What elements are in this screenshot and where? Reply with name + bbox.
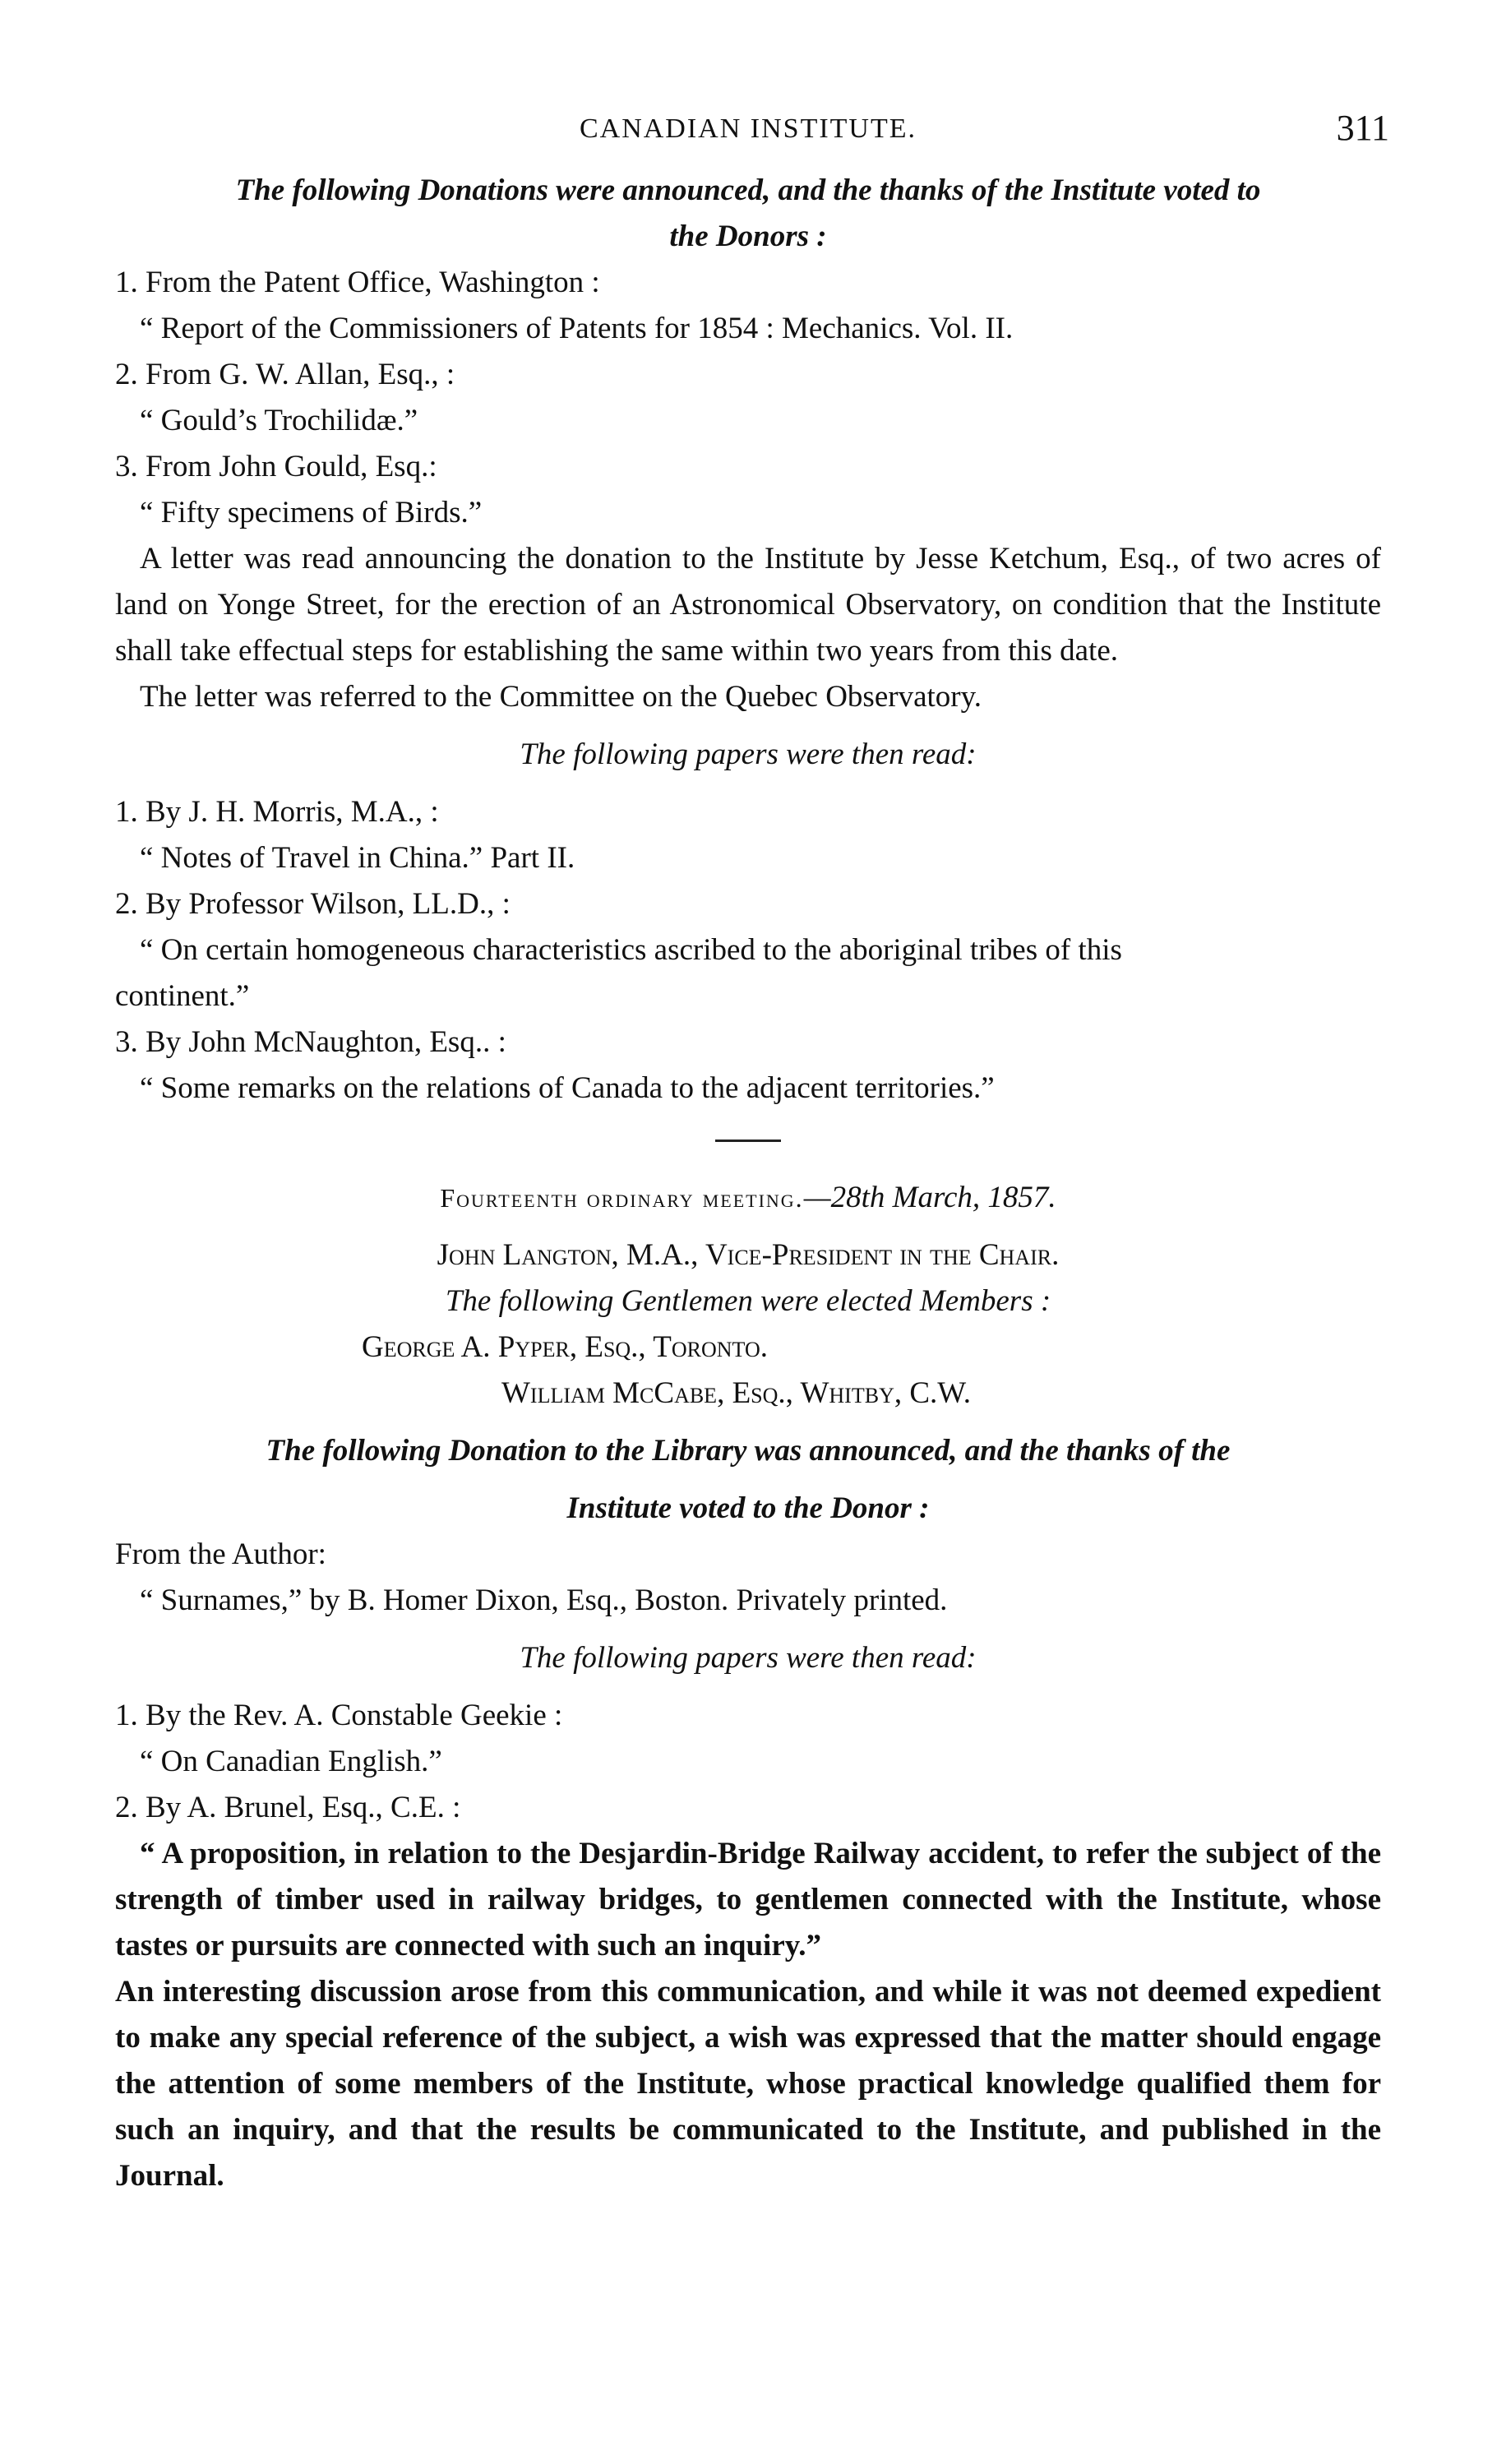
paper-2-title: “ On certain homogeneous characteristics ascribed to the aboriginal tribes of this [140,933,1122,967]
meeting-chair: John Langton, M.A., Vice-President in the Chair. [437,1238,1060,1272]
paper-3-author: 3. By John McNaughton, Esq.. : [115,1025,506,1059]
meeting-papers-heading: The following papers were then read: [520,1641,977,1675]
paper-3-title: “ Some remarks on the relations of Canada to the adjacent territories.” [140,1071,995,1105]
donation-item-1-source: 1. From the Patent Office, Washington : [115,266,600,299]
document-page [115,107,1389,2199]
library-donation-heading-line1: The following Donation to the Library was announced, and the thanks of the [266,1434,1231,1468]
paper-2-title-cont: continent.” [115,979,250,1013]
meeting-title-name: Fourteenth ordinary meeting. [440,1183,804,1213]
donation-item-3-source: 3. From John Gould, Esq.: [115,450,437,483]
page-number: 311 [1336,108,1389,148]
meeting-paper-2-author: 2. By A. Brunel, Esq., C.E. : [115,1791,461,1824]
section-divider [715,1140,781,1142]
paper-1-title: “ Notes of Travel in China.” Part II. [140,841,575,875]
donation-item-2-title: “ Gould’s Trochilidæ.” [140,404,418,437]
donation-item-1-title: “ Report of the Commissioners of Patents for 1854 : Mechanics. Vol. II. [140,312,1014,345]
paper-2-author: 2. By Professor Wilson, LL.D., : [115,887,511,921]
letter-referral: The letter was referred to the Committee on the Quebec Observatory. [140,680,982,714]
meeting-paper-1-title: “ On Canadian English.” [140,1745,442,1778]
meeting-title-date: —28th March, 1857. [803,1181,1056,1214]
discussion-paragraph: An interesting discussion arose from this communication, and while it was not deemed expedient to make any special reference of the subject, a wish was expressed that the matter should engage the attention of some members of the Institute, whose practical knowledge qualified them for such an inquiry, and that the results be communicated to the Institute, and published in the Journal. [115,1975,1381,2193]
donation-item-2-source: 2. From G. W. Allan, Esq., : [115,358,455,391]
member-1: George A. Pyper, Esq., Toronto. [362,1330,768,1364]
running-title: CANADIAN INSTITUTE. [579,113,917,144]
papers-heading: The following papers were then read: [520,737,977,771]
donor-label: From the Author: [115,1537,326,1571]
members-heading: The following Gentlemen were elected Members : [445,1284,1051,1318]
donations-heading-line2: the Donors : [669,220,827,253]
donations-heading-line1: The following Donations were announced, and the thanks of the Institute voted to [235,173,1261,207]
donation-item-3-title: “ Fifty specimens of Birds.” [140,496,483,529]
meeting-title [115,1175,1381,1221]
page-header [115,107,1389,156]
meeting-paper-1-author: 1. By the Rev. A. Constable Geekie : [115,1699,563,1732]
member-2: William McCabe, Esq., Whitby, C.W. [501,1376,972,1410]
donated-work: “ Surnames,” by B. Homer Dixon, Esq., Boston. Privately printed. [140,1583,948,1617]
paper-1-author: 1. By J. H. Morris, M.A., : [115,795,439,829]
meeting-paper-2-proposition: “ A proposition, in relation to the Desjardin-Bridge Railway accident, to refer the subject of the strength of timber used in railway bridges, to gentlemen connected with the Institute, whose tastes or pursuits are connected with such an inquiry.” [115,1837,1381,1962]
library-donation-heading-line2: Institute voted to the Donor : [566,1491,930,1525]
letter-paragraph: A letter was read announcing the donation to the Institute by Jesse Ketchum, Esq., of two acres of land on Yonge Street, for the erection of an Astronomical Observatory, on condition that the Institute shall take effectual steps for establishing the same within two years from this date. [115,542,1381,668]
